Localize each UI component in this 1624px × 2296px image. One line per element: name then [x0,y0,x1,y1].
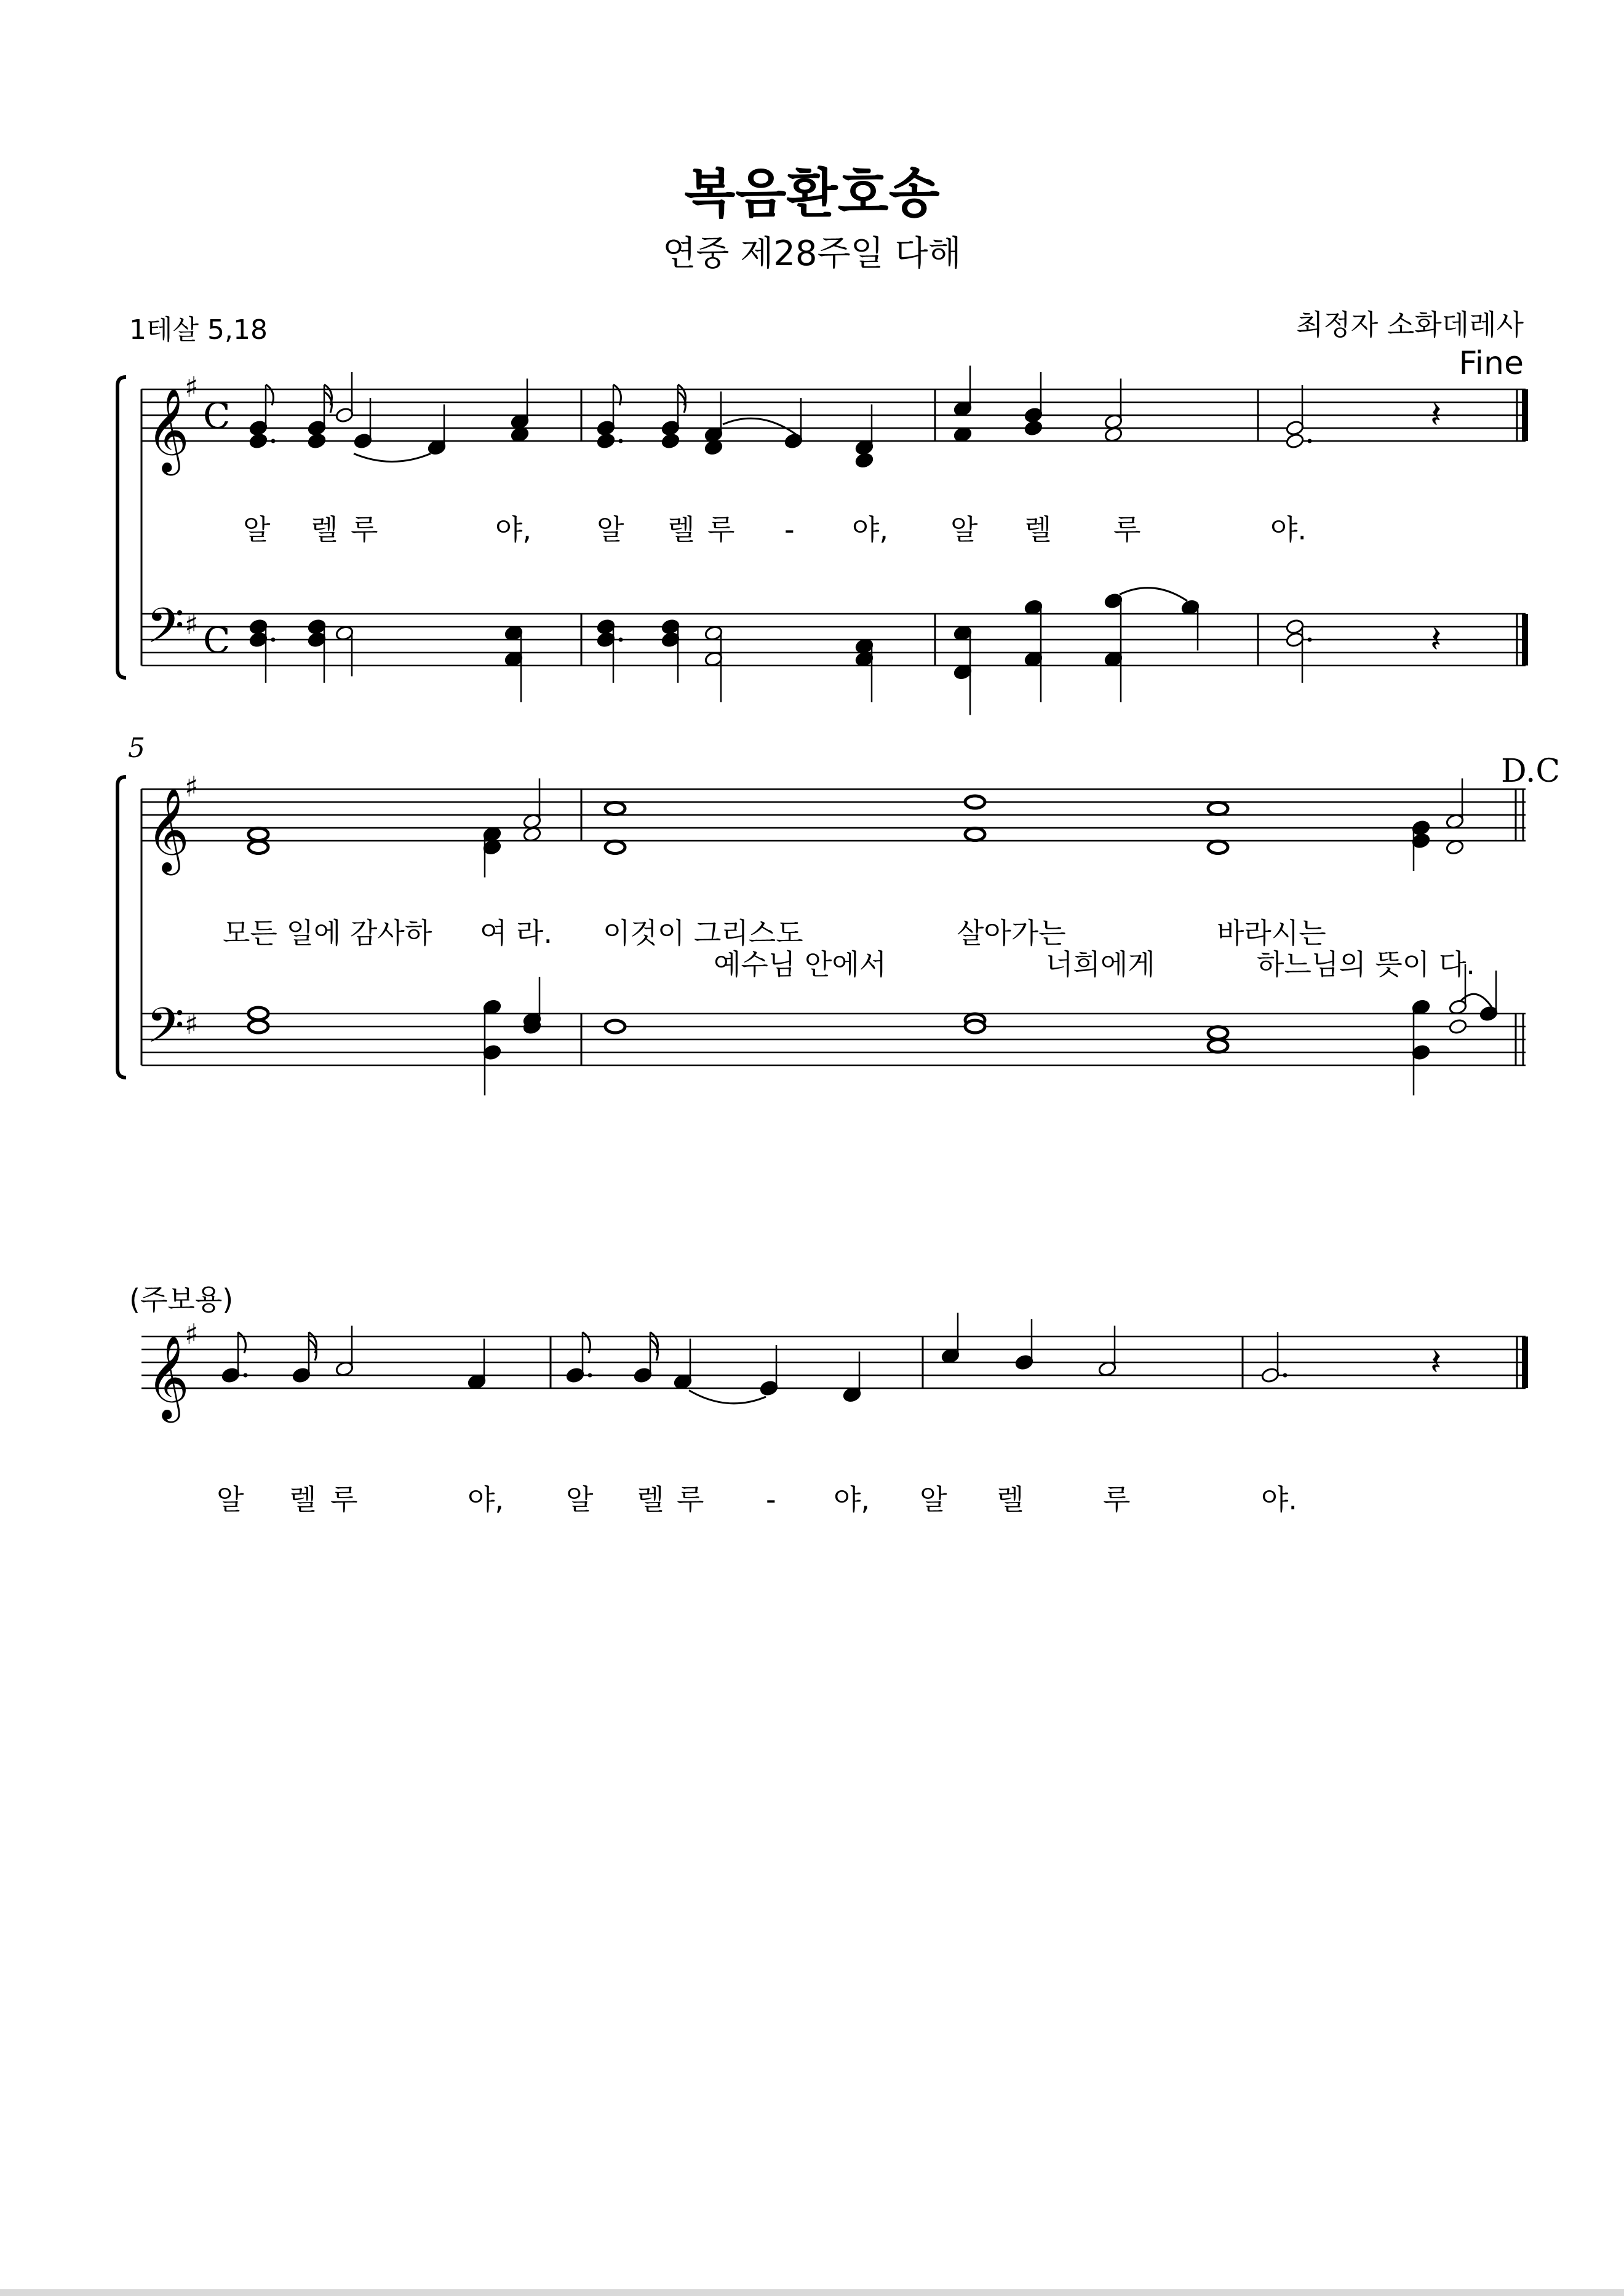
augmentation-dot [1283,1373,1288,1378]
treble-clef: 𝄞 [146,387,189,472]
lyric-syllable: 알 [243,513,271,546]
fine-marking: Fine [1459,345,1524,382]
slur [1120,588,1187,601]
lyric-syllable: 루 [707,513,735,546]
lyric-syllable: 야, [495,513,532,546]
note-head [308,433,327,450]
lyric-syllable: 여 라. [480,916,553,950]
sharp-accidental: ♯ [185,1007,199,1041]
quarter-rest: 𝄽 [1430,618,1442,661]
whole-note [1208,1040,1228,1052]
lyric-syllable: 루 [330,1483,358,1516]
augmentation-dot [271,638,276,642]
final-barline [1522,614,1528,665]
slur [723,418,797,435]
augmentation-dot [1308,439,1312,443]
lyric-syllable: 하느님의 뜻이 다. [1257,948,1475,981]
lyric-syllable: 예수님 안에서 [714,948,887,981]
sharp-accidental: ♯ [185,1317,199,1351]
whole-note [1208,1027,1228,1039]
lyric-syllable: 렐 [667,513,695,546]
note-head [249,433,268,450]
final-barline [1522,1337,1528,1388]
system-bracket [117,377,126,678]
sharp-accidental: ♯ [185,370,199,403]
lyric-syllable: 너희에게 [1046,948,1155,981]
lyric-syllable: 루 [677,1483,704,1516]
slur [354,454,431,462]
lyric-syllable: - [784,513,795,546]
lyric-syllable: - [766,1483,776,1516]
common-time: C [203,395,231,437]
lyric-syllable: 렐 [311,513,338,546]
lyric-syllable: 알 [950,513,978,546]
lyric-syllable: 알 [217,1483,244,1516]
bulletin-label: (주보용) [129,1283,234,1316]
lyric-syllable: 렐 [1024,513,1052,546]
augmentation-dot [244,1373,248,1378]
augmentation-dot [271,439,276,443]
lyric-syllable: 루 [351,513,378,546]
whole-note [605,1020,625,1033]
lyric-syllable: 야, [468,1483,504,1516]
whole-note [965,796,985,808]
lyric-syllable: 알 [920,1483,947,1516]
lyric-syllable: 렐 [289,1483,317,1516]
lyric-syllable: 야. [1261,1483,1298,1516]
whole-note [965,1020,985,1033]
note-head [1286,433,1305,450]
lyric-syllable: 렐 [997,1483,1024,1516]
lyric-syllable: 바라시는 [1217,916,1326,950]
treble-clef: 𝄞 [146,787,189,872]
whole-note [1208,841,1228,854]
page-subtitle: 연중 제28주일 다해 [663,234,961,274]
dc-marking: D.C [1501,753,1561,790]
page-bottom-rule [0,2289,1624,2296]
system-bracket [117,777,126,1078]
augmentation-dot [1308,638,1312,642]
whole-note [1208,803,1228,815]
page-title: 복음환호송 [684,163,940,224]
lyric-syllable: 야, [834,1483,870,1516]
note-head [1449,1019,1468,1035]
lyric-syllable: 루 [1113,513,1141,546]
bass-clef: 𝄢 [146,597,185,666]
whole-note [605,841,625,854]
sharp-accidental: ♯ [185,608,199,641]
whole-note [249,828,268,841]
augmentation-dot [619,638,623,642]
whole-note [249,841,268,854]
note-head [597,433,616,450]
lyric-syllable: 알 [566,1483,594,1516]
treble-clef: 𝄞 [146,1334,189,1419]
quarter-rest: 𝄽 [1430,394,1442,437]
composer: 최정자 소화데레사 [1296,308,1524,341]
lyric-syllable: 모든 일에 감사하 [223,916,432,950]
lyric-syllable: 야, [852,513,889,546]
bass-clef: 𝄢 [146,997,185,1066]
lyric-syllable: 알 [597,513,624,546]
whole-note [965,828,985,841]
lyric-syllable: 이것이 그리스도 [603,916,803,950]
note-head [855,452,874,469]
quarter-rest: 𝄽 [1430,1341,1442,1384]
whole-note [249,1020,268,1033]
whole-note [605,803,625,815]
scripture-reference: 1테살 5,18 [129,314,268,346]
note-head [661,433,680,450]
measure-number: 5 [128,733,145,764]
slur [689,1391,766,1404]
common-time: C [203,619,231,661]
lyric-syllable: 살아가는 [957,916,1066,950]
final-barline [1522,389,1528,441]
augmentation-dot [588,1373,592,1378]
augmentation-dot [619,439,623,443]
whole-note [249,1007,268,1020]
sharp-accidental: ♯ [185,770,199,803]
lyric-syllable: 루 [1103,1483,1131,1516]
note-head [1024,420,1043,437]
lyric-syllable: 야. [1270,513,1307,546]
lyric-syllable: 렐 [637,1483,664,1516]
